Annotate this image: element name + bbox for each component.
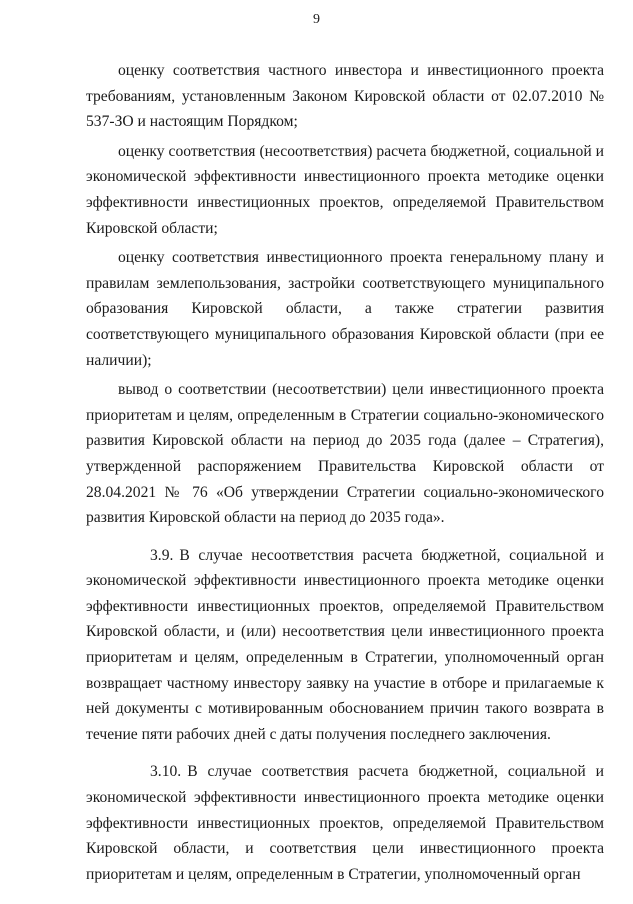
- section-3-10: [86, 759, 604, 887]
- paragraph-efficiency-assessment: оценку соответствия (несоответствия) расчета бюджетной, социальной и экономической эффективности инвестиционного проекта методике оценки эффективности инвестиционных проектов, определяемой Правительством Кировской области;: [86, 142, 604, 237]
- document-body: [86, 58, 604, 887]
- paragraph-general-plan-assessment: оценку соответствия инвестиционного проекта генеральному плану и правилам землепользования, застройки соответствующего муниципального образования Кировской области, а также стратегии развития соответствующего муниципального образования Кировской области (при ее наличии);: [86, 249, 604, 369]
- section-text: В случае соответствия расчета бюджетной, социальной и экономической эффективности инвестиционного проекта методике оценки эффективности инвестиционных проектов, определяемой Правительством Кировской области, и соответствия цели инвестиционного проекта приоритетам и целям, определенным в Стратегии, уполномоченный орган: [86, 763, 604, 883]
- section-number: 3.9.: [150, 546, 174, 564]
- paragraph-investor-assessment: оценку соответствия частного инвестора и инвестиционного проекта требованиям, установленным Законом Кировской области от 02.07.2010 № 537-ЗО и настоящим Порядком;: [86, 62, 604, 131]
- section-number: 3.10.: [150, 763, 182, 781]
- paragraph-strategy-conclusion: вывод о соответствии (несоответствии) цели инвестиционного проекта приоритетам и целям, определенным в Стратегии социально-экономического развития Кировской области на период до 2035 года (далее – Стратегия), утвержденной распоряжением Правительства Кировской области от 28.04.2021 № 76 «Об утверждении Стратегии социально-экономического развития Кировской области на период до 2035 года».: [86, 381, 604, 527]
- section-text: В случае несоответствия расчета бюджетной, социальной и экономической эффективности инвестиционного проекта методике оценки эффективности инвестиционных проектов, определяемой Правительством Кировской области, и (или) несоответствия цели инвестиционного проекта приоритетам и целям, определенным в Стратегии, уполномоченный орган возвращает частному инвестору заявку на участие в отборе и прилагаемые к ней документы с мотивированным обоснованием причин такого возврата в течение пяти рабочих дней с даты получения последнего заключения.: [86, 546, 604, 743]
- section-3-9: [86, 543, 604, 748]
- page-number: 9: [313, 12, 320, 27]
